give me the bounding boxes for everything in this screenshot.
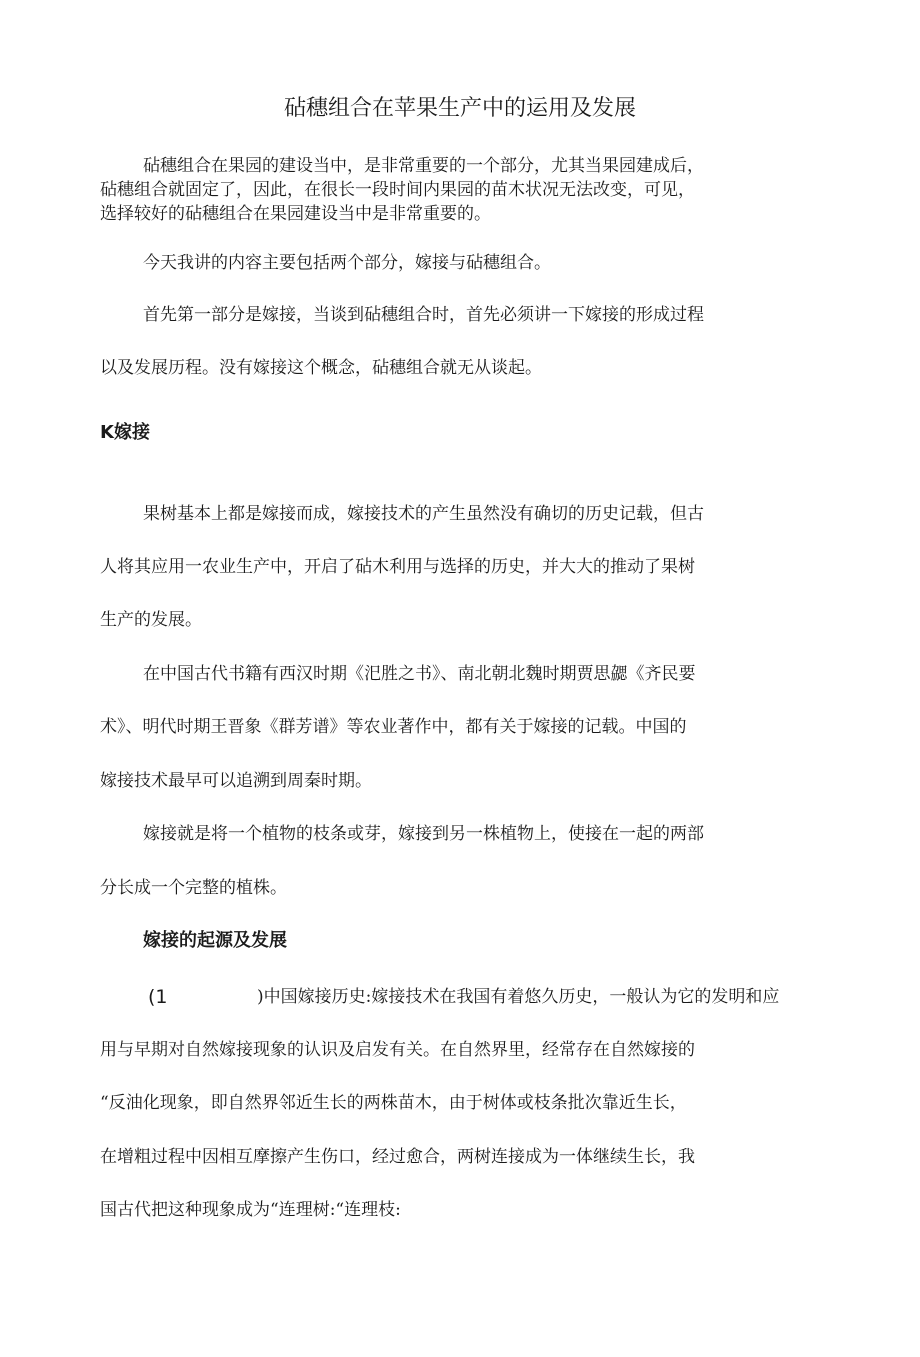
ancient-line-2: 术》、明代时期王晋象《群芳谱》等农业著作中，都有关于嫁接的记载。中国的 (100, 717, 687, 737)
intro-line-1: 砧穗组合在果园的建设当中，是非常重要的一个部分，尤其当果园建成后， (143, 156, 704, 176)
intro-line-3: 选择较好的砧穗组合在果园建设当中是非常重要的。 (100, 204, 491, 224)
ancient-line-3: 嫁接技术最早可以追溯到周秦时期。 (100, 771, 372, 791)
history-line-1: )中国嫁接历史:嫁接技术在我国有着悠久历史，一般认为它的发明和应 (257, 987, 780, 1007)
history-list-number: (1 (148, 986, 168, 1008)
fruit-line-2: 人将其应用一农业生产中，开启了砧木利用与选择的历史，并大大的推动了果树 (100, 557, 695, 577)
document-title: 砧穗组合在苹果生产中的运用及发展 (283, 96, 636, 121)
history-line-5: 国古代把这种现象成为“连理树:“连理枝: (100, 1200, 401, 1220)
intro-line-2: 砧穗组合就固定了，因此，在很长一段时间内果园的苗木状况无法改变，可见， (100, 180, 695, 200)
ancient-line-1: 在中国古代书籍有西汉时期《汜胜之书》、南北朝北魏时期贾思勰《齐民要 (143, 664, 696, 684)
section-heading-grafting: K嫁接 (100, 422, 150, 443)
history-line-4: 在增粗过程中因相互摩擦产生伤口，经过愈合，两树连接成为一体继续生长，我 (100, 1147, 695, 1167)
define-line-1: 嫁接就是将一个植物的枝条或芽，嫁接到另一株植物上，使接在一起的两部 (143, 824, 704, 844)
first-part-line-2: 以及发展历程。没有嫁接这个概念，砧穗组合就无从谈起。 (100, 358, 542, 378)
fruit-line-1: 果树基本上都是嫁接而成，嫁接技术的产生虽然没有确切的历史记载，但古 (143, 504, 704, 524)
history-line-3: “反油化现象，即自然界邻近生长的两株苗木，由于树体或枝条批次靠近生长， (100, 1093, 687, 1113)
define-line-2: 分长成一个完整的植株。 (100, 878, 287, 898)
history-line-2: 用与早期对自然嫁接现象的认识及启发有关。在自然界里，经常存在自然嫁接的 (100, 1040, 695, 1060)
today-paragraph: 今天我讲的内容主要包括两个部分，嫁接与砧穗组合。 (143, 253, 551, 273)
first-part-line-1: 首先第一部分是嫁接，当谈到砧穗组合时，首先必须讲一下嫁接的形成过程 (143, 305, 704, 325)
fruit-line-3: 生产的发展。 (100, 610, 202, 630)
subheading-origin: 嫁接的起源及发展 (143, 930, 287, 951)
